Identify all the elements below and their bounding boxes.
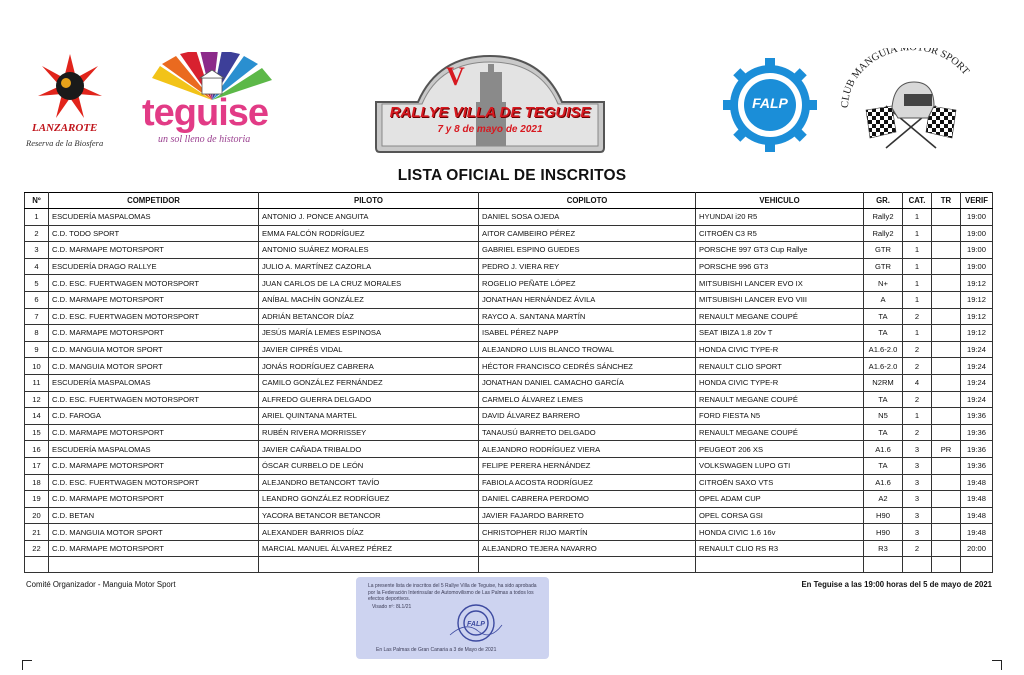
cell-category: 2 <box>903 540 932 557</box>
cell-competitor: C.D. ESC. FUERTWAGEN MOTORSPORT <box>49 275 259 292</box>
cell-vehicle: OPEL CORSA GSI <box>696 507 864 524</box>
cell-verification: 20:00 <box>961 540 993 557</box>
cell-category: 2 <box>903 424 932 441</box>
cell-category: 2 <box>903 341 932 358</box>
table-row <box>25 325 993 342</box>
cell-tr <box>932 424 961 441</box>
table-row <box>25 457 993 474</box>
cell-tr <box>932 507 961 524</box>
empty-cell <box>259 557 479 573</box>
cell-number: 22 <box>25 540 49 557</box>
cell-competitor: C.D. MARMAPE MOTORSPORT <box>49 242 259 259</box>
cell-verification: 19:36 <box>961 441 993 458</box>
cell-driver: JAVIER CAÑADA TRIBALDO <box>259 441 479 458</box>
cell-group: A1.6-2.0 <box>864 341 903 358</box>
cell-number: 12 <box>25 391 49 408</box>
cell-verification: 19:24 <box>961 341 993 358</box>
cell-group: GTR <box>864 242 903 259</box>
cell-codriver: CARMELO ÁLVAREZ LEMES <box>479 391 696 408</box>
cell-codriver: DANIEL CABRERA PERDOMO <box>479 491 696 508</box>
cell-codriver: FELIPE PERERA HERNÁNDEZ <box>479 457 696 474</box>
approval-stamp-visado: Visado nº: 8L1/21 <box>372 604 412 610</box>
cell-group: A <box>864 291 903 308</box>
cell-driver: ANÍBAL MACHÍN GONZÁLEZ <box>259 291 479 308</box>
cell-vehicle: RENAULT MEGANE COUPÉ <box>696 391 864 408</box>
cell-competitor: C.D. MANGUIA MOTOR SPORT <box>49 524 259 541</box>
cell-verification: 19:00 <box>961 242 993 259</box>
empty-cell <box>25 557 49 573</box>
cell-verification: 19:24 <box>961 374 993 391</box>
cell-number: 11 <box>25 374 49 391</box>
table-row <box>25 242 993 259</box>
column-header-verification: VERIF <box>961 193 993 209</box>
table-header-row <box>25 193 993 209</box>
cell-group: TA <box>864 424 903 441</box>
cell-group: A1.6-2.0 <box>864 358 903 375</box>
page-title: LISTA OFICIAL DE INSCRITOS <box>397 167 627 184</box>
cell-codriver: HÉCTOR FRANCISCO CEDRÉS SÁNCHEZ <box>479 358 696 375</box>
table-row <box>25 225 993 242</box>
place-date-note: En Teguise a las 19:00 horas del 5 de mayo de 2021 <box>801 580 992 589</box>
cell-driver: EMMA FALCÓN RODRÍGUEZ <box>259 225 479 242</box>
empty-cell <box>932 557 961 573</box>
cell-group: A1.6 <box>864 474 903 491</box>
rallye-date: 7 y 8 de mayo de 2021 <box>437 124 543 135</box>
table-row <box>25 391 993 408</box>
cell-verification: 19:48 <box>961 524 993 541</box>
table-row <box>25 308 993 325</box>
cell-verification: 19:12 <box>961 325 993 342</box>
table-row <box>25 474 993 491</box>
cell-category: 3 <box>903 474 932 491</box>
cell-group: TA <box>864 325 903 342</box>
cell-codriver: JONATHAN DANIEL CAMACHO GARCÍA <box>479 374 696 391</box>
crop-mark-bottom-left <box>22 660 32 670</box>
cell-group: H90 <box>864 524 903 541</box>
column-header-group: GR. <box>864 193 903 209</box>
cell-group: Rally2 <box>864 209 903 226</box>
column-header-category: CAT. <box>903 193 932 209</box>
cell-number: 16 <box>25 441 49 458</box>
falp-seal-word: FALP <box>467 621 485 628</box>
table-row <box>25 491 993 508</box>
cell-number: 6 <box>25 291 49 308</box>
cell-number: 15 <box>25 424 49 441</box>
cell-tr <box>932 308 961 325</box>
cell-competitor: C.D. MARMAPE MOTORSPORT <box>49 325 259 342</box>
cell-codriver: ALEJANDRO RODRÍGUEZ VIERA <box>479 441 696 458</box>
cell-driver: JESÚS MARÍA LEMES ESPINOSA <box>259 325 479 342</box>
cell-tr <box>932 209 961 226</box>
cell-driver: RUBÉN RIVERA MORRISSEY <box>259 424 479 441</box>
cell-number: 19 <box>25 491 49 508</box>
teguise-subtitle: un sol lleno de historia <box>158 134 251 145</box>
table-row <box>25 275 993 292</box>
cell-tr <box>932 474 961 491</box>
cell-vehicle: PORSCHE 997 GT3 Cup Rallye <box>696 242 864 259</box>
cell-number: 8 <box>25 325 49 342</box>
cell-category: 1 <box>903 258 932 275</box>
cell-verification: 19:12 <box>961 275 993 292</box>
cell-verification: 19:48 <box>961 474 993 491</box>
organizing-committee-note: Comité Organizador - Manguia Motor Sport <box>26 580 176 589</box>
cell-verification: 19:36 <box>961 457 993 474</box>
table-row <box>25 209 993 226</box>
cell-competitor: ESCUDERÍA DRAGO RALLYE <box>49 258 259 275</box>
cell-tr <box>932 540 961 557</box>
cell-number: 21 <box>25 524 49 541</box>
cell-competitor: ESCUDERÍA MASPALOMAS <box>49 374 259 391</box>
cell-tr <box>932 258 961 275</box>
cell-vehicle: PEUGEOT 206 XS <box>696 441 864 458</box>
cell-vehicle: SEAT IBIZA 1.8 20v T <box>696 325 864 342</box>
cell-driver: LEANDRO GONZÁLEZ RODRÍGUEZ <box>259 491 479 508</box>
cell-verification: 19:36 <box>961 408 993 425</box>
cell-vehicle: HONDA CIVIC 1.6 16v <box>696 524 864 541</box>
cell-tr <box>932 408 961 425</box>
cell-codriver: GABRIEL ESPINO GUEDES <box>479 242 696 259</box>
cell-verification: 19:12 <box>961 291 993 308</box>
cell-category: 3 <box>903 507 932 524</box>
cell-codriver: FABIOLA ACOSTA RODRÍGUEZ <box>479 474 696 491</box>
cell-number: 18 <box>25 474 49 491</box>
cell-competitor: C.D. FAROGA <box>49 408 259 425</box>
cell-group: N+ <box>864 275 903 292</box>
cell-competitor: C.D. MANGUIA MOTOR SPORT <box>49 358 259 375</box>
cell-tr <box>932 291 961 308</box>
cell-driver: JAVIER CIPRÉS VIDAL <box>259 341 479 358</box>
lanzarote-subtitle: Reserva de la Biosfera <box>26 138 104 148</box>
table-row <box>25 424 993 441</box>
cell-driver: JUAN CARLOS DE LA CRUZ MORALES <box>259 275 479 292</box>
cell-tr <box>932 325 961 342</box>
cell-category: 3 <box>903 457 932 474</box>
cell-vehicle: FORD FIESTA N5 <box>696 408 864 425</box>
cell-category: 1 <box>903 242 932 259</box>
cell-tr <box>932 225 961 242</box>
cell-category: 3 <box>903 491 932 508</box>
column-header-codriver: COPILOTO <box>479 193 696 209</box>
cell-competitor: C.D. MARMAPE MOTORSPORT <box>49 457 259 474</box>
empty-cell <box>903 557 932 573</box>
table-row <box>25 291 993 308</box>
cell-competitor: C.D. ESC. FUERTWAGEN MOTORSPORT <box>49 391 259 408</box>
cell-competitor: ESCUDERÍA MASPALOMAS <box>49 441 259 458</box>
cell-driver: CAMILO GONZÁLEZ FERNÁNDEZ <box>259 374 479 391</box>
empty-table-row <box>25 557 993 573</box>
cell-codriver: TANAUSÚ BARRETO DELGADO <box>479 424 696 441</box>
cell-category: 1 <box>903 225 932 242</box>
cell-number: 9 <box>25 341 49 358</box>
cell-competitor: C.D. BETAN <box>49 507 259 524</box>
table-row <box>25 341 993 358</box>
table-row <box>25 507 993 524</box>
cell-verification: 19:48 <box>961 491 993 508</box>
manguia-motor-sport-logo <box>836 48 986 153</box>
column-header-vehicle: VEHICULO <box>696 193 864 209</box>
cell-codriver: ROGELIO PEÑATE LÓPEZ <box>479 275 696 292</box>
falp-seal-icon <box>448 601 504 645</box>
cell-codriver: CHRISTOPHER RIJO MARTÍN <box>479 524 696 541</box>
cell-vehicle: HONDA CIVIC TYPE-R <box>696 341 864 358</box>
cell-tr <box>932 242 961 259</box>
cell-vehicle: CITROËN C3 R5 <box>696 225 864 242</box>
teguise-logo <box>130 52 295 152</box>
cell-number: 20 <box>25 507 49 524</box>
cell-vehicle: MITSUBISHI LANCER EVO VIII <box>696 291 864 308</box>
cell-codriver: RAYCO A. SANTANA MARTÍN <box>479 308 696 325</box>
cell-verification: 19:48 <box>961 507 993 524</box>
column-header-number: Nº <box>25 193 49 209</box>
cell-driver: ARIEL QUINTANA MARTEL <box>259 408 479 425</box>
cell-driver: YACORA BETANCOR BETANCOR <box>259 507 479 524</box>
cell-verification: 19:36 <box>961 424 993 441</box>
cell-group: Rally2 <box>864 225 903 242</box>
cell-category: 1 <box>903 275 932 292</box>
falp-logo <box>722 57 818 153</box>
cell-driver: ALFREDO GUERRA DELGADO <box>259 391 479 408</box>
cell-driver: ANTONIO J. PONCE ANGUITA <box>259 209 479 226</box>
empty-cell <box>696 557 864 573</box>
cell-driver: ANTONIO SUÁREZ MORALES <box>259 242 479 259</box>
cell-group: TA <box>864 457 903 474</box>
cell-vehicle: PORSCHE 996 GT3 <box>696 258 864 275</box>
cell-category: 2 <box>903 358 932 375</box>
entry-rows <box>25 209 993 573</box>
cell-competitor: C.D. MARMAPE MOTORSPORT <box>49 540 259 557</box>
cell-verification: 19:12 <box>961 308 993 325</box>
cell-group: R3 <box>864 540 903 557</box>
table-row <box>25 358 993 375</box>
cell-tr <box>932 391 961 408</box>
cell-vehicle: RENAULT MEGANE COUPÉ <box>696 424 864 441</box>
rallye-edition-numeral: V <box>446 62 465 91</box>
cell-tr <box>932 457 961 474</box>
manguia-arc-text: CLUB MANGUIA M TOR SPORT <box>839 48 971 109</box>
cell-driver: ALEXANDER BARRIOS DÍAZ <box>259 524 479 541</box>
cell-codriver: AITOR CAMBEIRO PÉREZ <box>479 225 696 242</box>
cell-number: 14 <box>25 408 49 425</box>
table-row <box>25 258 993 275</box>
teguise-wordmark: teguise <box>142 92 269 134</box>
crop-mark-bottom-right <box>992 660 1002 670</box>
cell-group: TA <box>864 308 903 325</box>
cell-driver: ADRIÁN BETANCOR DÍAZ <box>259 308 479 325</box>
cell-category: 2 <box>903 391 932 408</box>
cell-category: 1 <box>903 291 932 308</box>
cell-group: H90 <box>864 507 903 524</box>
cell-category: 4 <box>903 374 932 391</box>
cell-group: TA <box>864 391 903 408</box>
cell-category: 1 <box>903 408 932 425</box>
cell-tr <box>932 524 961 541</box>
rallye-villa-teguise-plate <box>372 52 608 155</box>
cell-vehicle: OPEL ADAM CUP <box>696 491 864 508</box>
cell-codriver: JONATHAN HERNÁNDEZ ÁVILA <box>479 291 696 308</box>
cell-number: 2 <box>25 225 49 242</box>
cell-competitor: ESCUDERÍA MASPALOMAS <box>49 209 259 226</box>
cell-vehicle: RENAULT CLIO SPORT <box>696 358 864 375</box>
cell-group: A2 <box>864 491 903 508</box>
cell-vehicle: HYUNDAI i20 R5 <box>696 209 864 226</box>
lanzarote-wordmark: LANZAROTE <box>32 122 98 134</box>
cell-competitor: C.D. MARMAPE MOTORSPORT <box>49 291 259 308</box>
lanzarote-logo <box>22 50 122 150</box>
cell-tr <box>932 491 961 508</box>
cell-tr: PR <box>932 441 961 458</box>
cell-tr <box>932 341 961 358</box>
cell-vehicle: HONDA CIVIC TYPE-R <box>696 374 864 391</box>
table-row <box>25 408 993 425</box>
cell-competitor: C.D. ESC. FUERTWAGEN MOTORSPORT <box>49 474 259 491</box>
cell-codriver: ALEJANDRO TEJERA NAVARRO <box>479 540 696 557</box>
cell-category: 2 <box>903 308 932 325</box>
cell-group: N5 <box>864 408 903 425</box>
cell-competitor: C.D. MARMAPE MOTORSPORT <box>49 424 259 441</box>
cell-group: GTR <box>864 258 903 275</box>
cell-verification: 19:00 <box>961 209 993 226</box>
cell-vehicle: MITSUBISHI LANCER EVO IX <box>696 275 864 292</box>
cell-number: 3 <box>25 242 49 259</box>
cell-tr <box>932 358 961 375</box>
cell-competitor: C.D. ESC. FUERTWAGEN MOTORSPORT <box>49 308 259 325</box>
cell-number: 10 <box>25 358 49 375</box>
cell-competitor: C.D. TODO SPORT <box>49 225 259 242</box>
table-row <box>25 540 993 557</box>
cell-verification: 19:00 <box>961 258 993 275</box>
cell-driver: JULIO A. MARTÍNEZ CAZORLA <box>259 258 479 275</box>
column-header-tr: TR <box>932 193 961 209</box>
approval-stamp-date: En Las Palmas de Gran Canaria a 3 de Mayo de 2021 <box>376 647 497 653</box>
cell-vehicle: CITROËN SAXO VTS <box>696 474 864 491</box>
cell-competitor: C.D. MANGUIA MOTOR SPORT <box>49 341 259 358</box>
cell-driver: ÓSCAR CURBELO DE LEÓN <box>259 457 479 474</box>
empty-cell <box>864 557 903 573</box>
lanzarote-sun-icon <box>22 50 122 125</box>
entry-list-table <box>24 192 993 573</box>
cell-verification: 19:00 <box>961 225 993 242</box>
cell-group: N2RM <box>864 374 903 391</box>
cell-driver: JONÁS RODRÍGUEZ CABRERA <box>259 358 479 375</box>
rallye-title: RALLYE VILLA DE TEGUISE <box>389 104 591 121</box>
cell-vehicle: VOLKSWAGEN LUPO GTI <box>696 457 864 474</box>
cell-verification: 19:24 <box>961 358 993 375</box>
cell-number: 1 <box>25 209 49 226</box>
cell-verification: 19:24 <box>961 391 993 408</box>
approval-stamp <box>356 577 549 659</box>
cell-category: 1 <box>903 209 932 226</box>
cell-vehicle: RENAULT CLIO RS R3 <box>696 540 864 557</box>
cell-group: A1.6 <box>864 441 903 458</box>
column-header-driver: PILOTO <box>259 193 479 209</box>
cell-codriver: ISABEL PÉREZ NAPP <box>479 325 696 342</box>
manguia-helmet-flags-icon <box>836 48 986 153</box>
table-row <box>25 374 993 391</box>
cell-codriver: ALEJANDRO LUIS BLANCO TROWAL <box>479 341 696 358</box>
cell-category: 3 <box>903 441 932 458</box>
approval-stamp-text: La presente lista de inscritos del 5 Rallye Villa de Teguise, ha sido aprobada por la Federación Interinsular de Automovilismo de Las Palmas a todos los efectos deportivos. <box>368 583 537 602</box>
falp-wordmark: FALP <box>752 95 788 111</box>
cell-codriver: JAVIER FAJARDO BARRETO <box>479 507 696 524</box>
cell-driver: ALEJANDRO BETANCORT TAVÍO <box>259 474 479 491</box>
cell-number: 7 <box>25 308 49 325</box>
cell-driver: MARCIAL MANUEL ÁLVAREZ PÉREZ <box>259 540 479 557</box>
table-row <box>25 524 993 541</box>
cell-codriver: DANIEL SOSA OJEDA <box>479 209 696 226</box>
cell-tr <box>932 275 961 292</box>
empty-cell <box>49 557 259 573</box>
cell-number: 17 <box>25 457 49 474</box>
empty-cell <box>479 557 696 573</box>
empty-cell <box>961 557 993 573</box>
cell-codriver: DAVID ÁLVAREZ BARRERO <box>479 408 696 425</box>
cell-category: 3 <box>903 524 932 541</box>
cell-number: 5 <box>25 275 49 292</box>
table-row <box>25 441 993 458</box>
cell-category: 1 <box>903 325 932 342</box>
cell-competitor: C.D. MARMAPE MOTORSPORT <box>49 491 259 508</box>
cell-tr <box>932 374 961 391</box>
cell-number: 4 <box>25 258 49 275</box>
cell-vehicle: RENAULT MEGANE COUPÉ <box>696 308 864 325</box>
cell-codriver: PEDRO J. VIERA REY <box>479 258 696 275</box>
column-header-competitor: COMPETIDOR <box>49 193 259 209</box>
